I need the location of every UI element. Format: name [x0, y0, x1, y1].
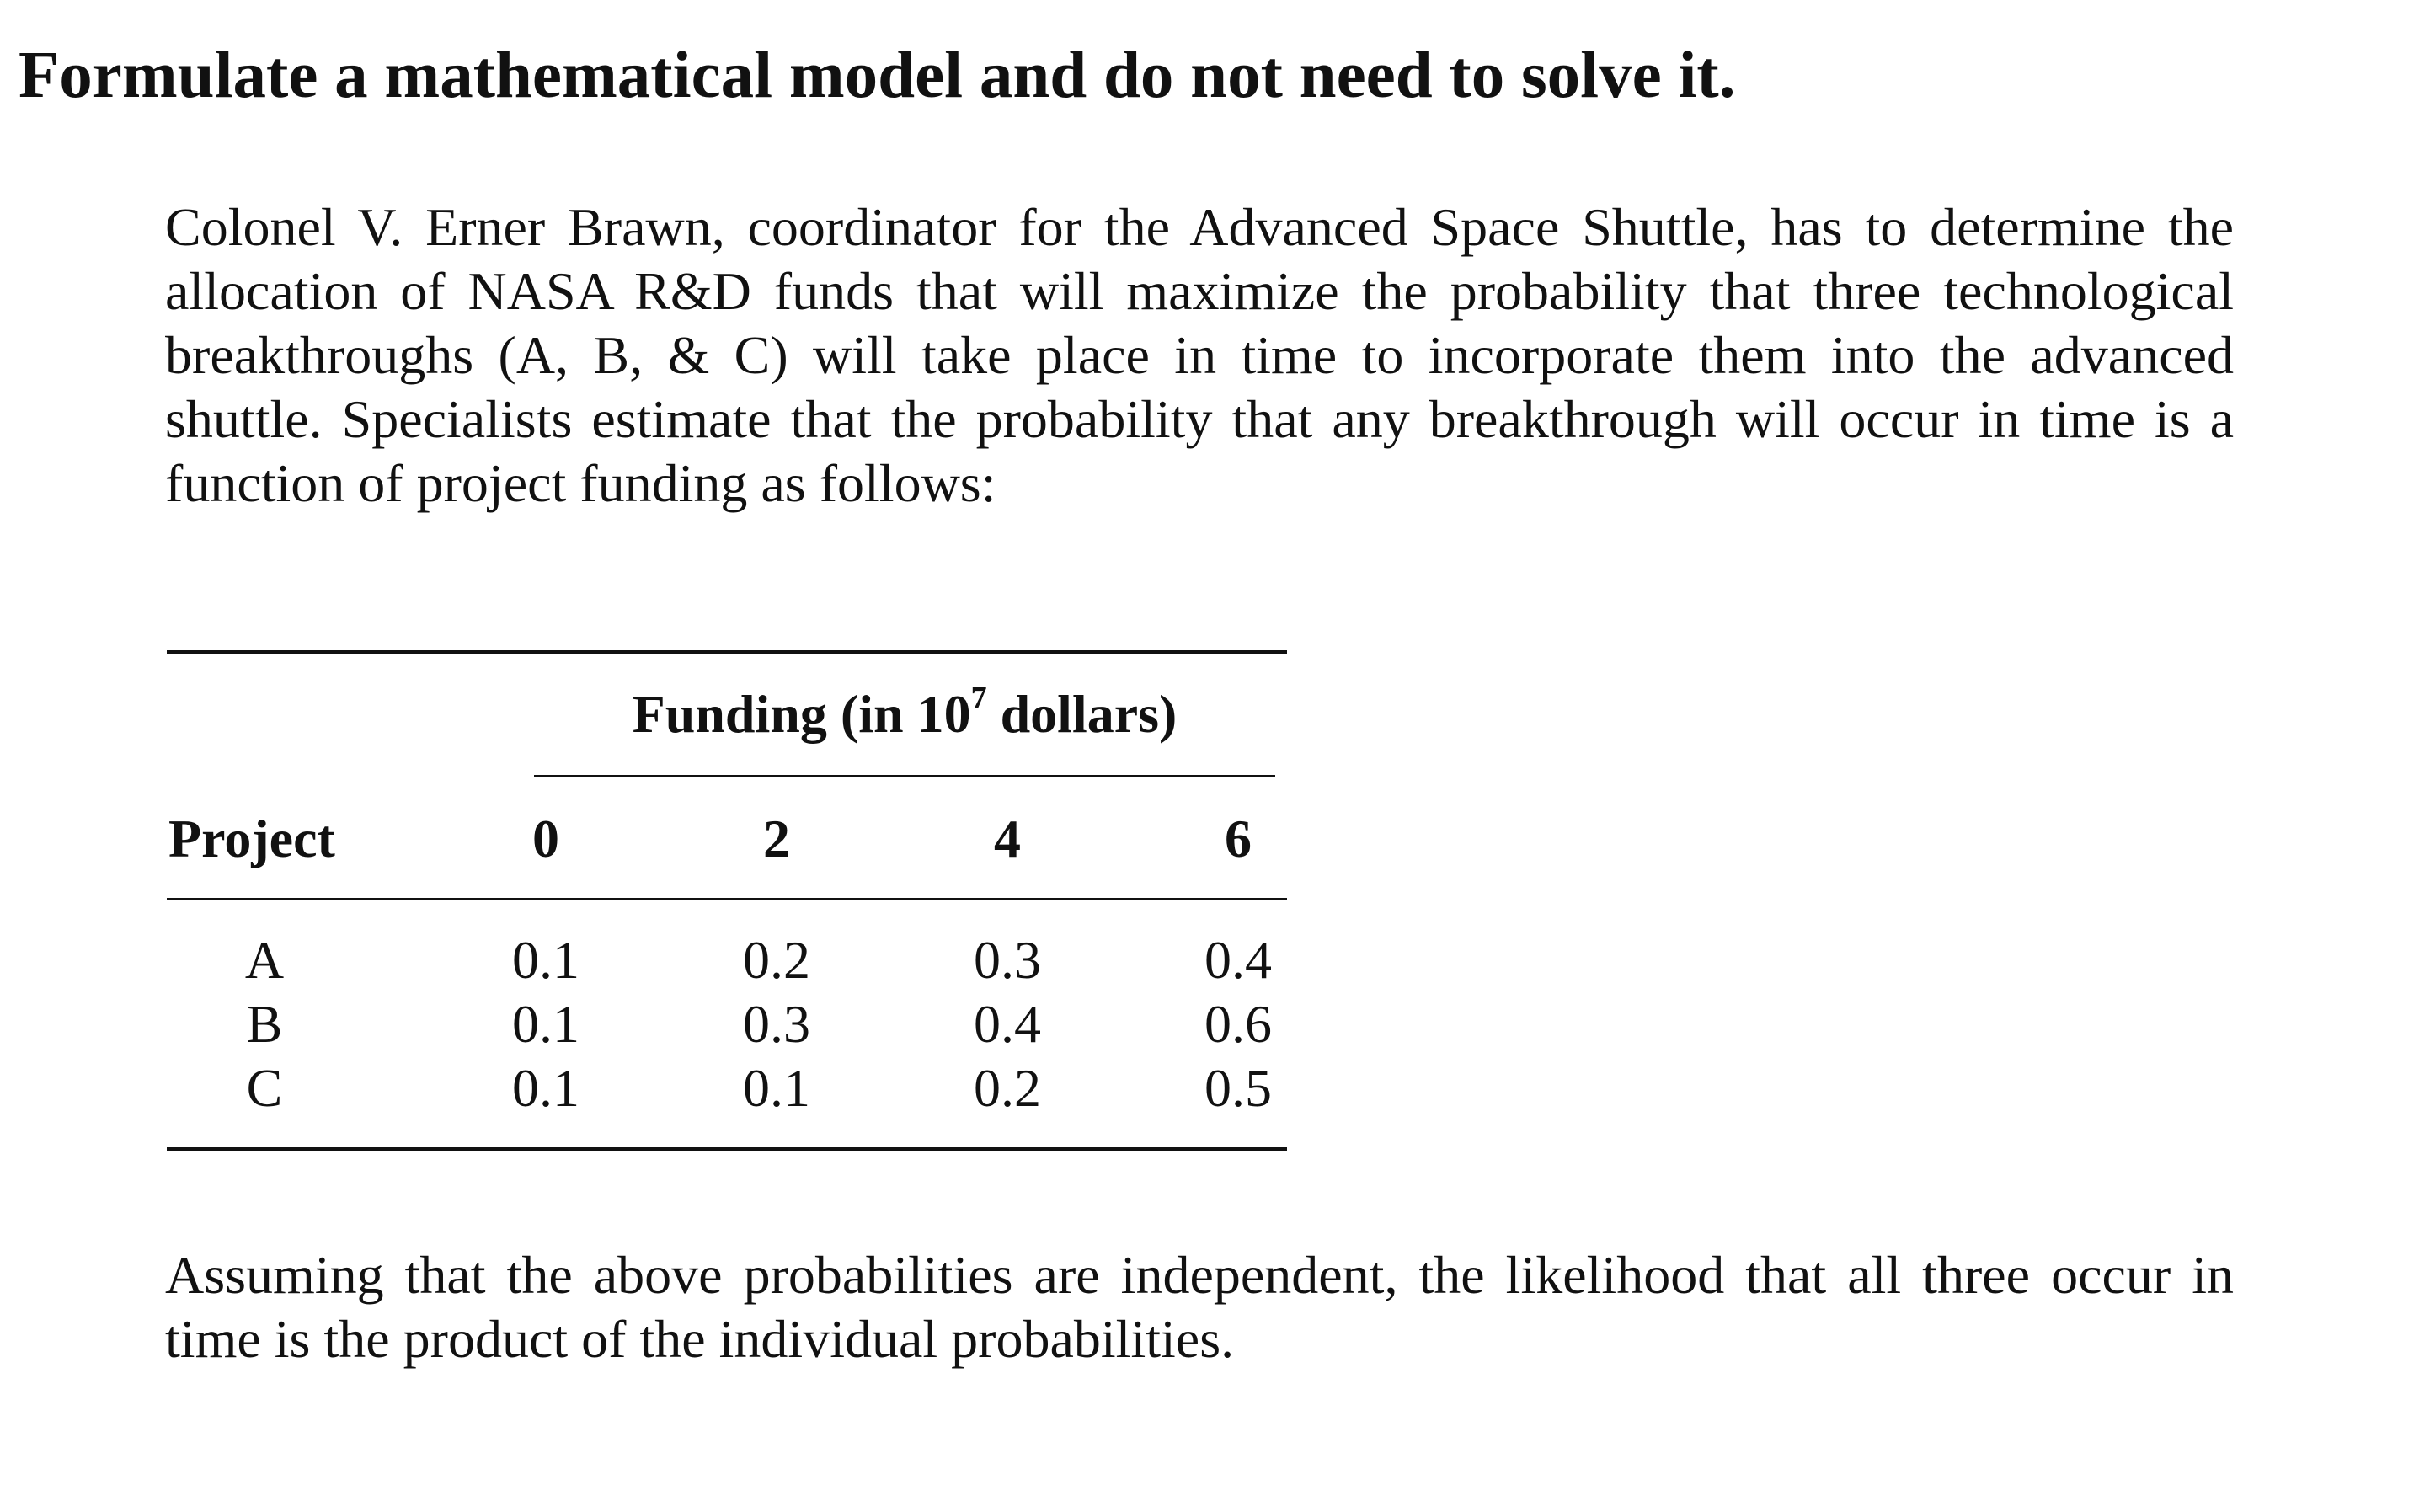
project-label: A: [244, 930, 285, 990]
probability-cell: 0.4: [1204, 930, 1272, 990]
column-header-rule: [167, 898, 1287, 900]
table-bottom-rule: [167, 1147, 1287, 1151]
funding-level-header: 4: [994, 809, 1021, 868]
funding-header-rule: [534, 775, 1275, 777]
probability-cell: 0.1: [512, 930, 579, 990]
closing-paragraph: Assuming that the above probabilities are independent, the likelihood that all three occur in time is the product of the individual probabilities.: [165, 1245, 2234, 1369]
probability-cell: 0.4: [974, 994, 1041, 1054]
funding-caption-end: dollars): [986, 684, 1178, 744]
project-label: C: [246, 1058, 283, 1118]
funding-level-header: 6: [1225, 809, 1252, 868]
probability-cell: 0.3: [743, 994, 810, 1054]
probability-cell: 0.3: [974, 930, 1041, 990]
probability-cell: 0.5: [1204, 1058, 1272, 1118]
project-label: B: [246, 994, 283, 1054]
probability-cell: 0.6: [1204, 994, 1272, 1054]
probability-cell: 0.1: [743, 1058, 810, 1118]
probability-cell: 0.1: [512, 1058, 579, 1118]
intro-paragraph: Colonel V. Erner Brawn, coordinator for the Advanced Space Shuttle, has to determine the allocation of NASA R&D funds that will maximize the probability that three technological breakthroughs (A, B, & C) will take place in time to incorporate them into the advanced shuttle. Specialists estimate that the probability that any breakthrough will occur in time is a function of project funding as follows:: [165, 197, 2234, 513]
problem-heading: Formulate a mathematical model and do not need to solve it.: [19, 39, 1736, 112]
table-top-rule: [167, 650, 1287, 654]
probability-cell: 0.2: [974, 1058, 1041, 1118]
funding-level-header: 0: [532, 809, 559, 868]
probability-cell: 0.1: [512, 994, 579, 1054]
probability-cell: 0.2: [743, 930, 810, 990]
funding-exponent: 7: [970, 680, 987, 716]
funding-level-header: 2: [763, 809, 790, 868]
funding-caption-start: Funding (in 10: [632, 684, 971, 744]
project-column-header: Project: [168, 809, 335, 868]
funding-caption: [534, 681, 1275, 748]
